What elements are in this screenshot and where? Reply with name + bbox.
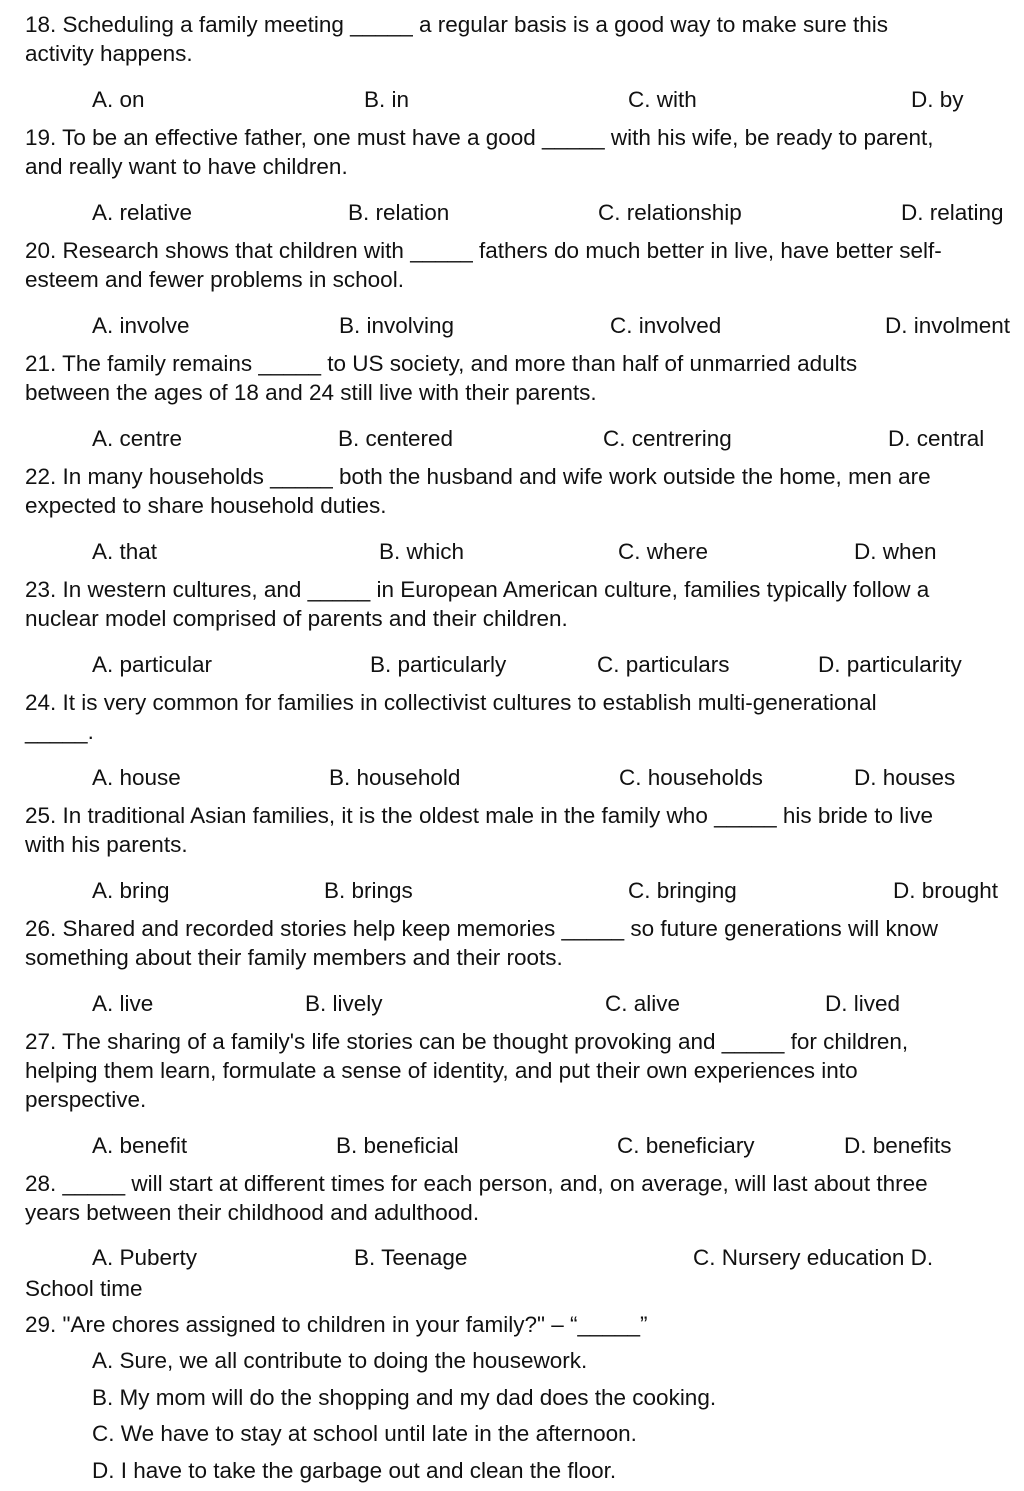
option-b[interactable]: B. beneficial <box>336 1133 459 1158</box>
option-a[interactable]: A. live <box>92 991 154 1016</box>
option-a[interactable]: A. Sure, we all contribute to doing the housework. <box>92 1348 588 1373</box>
option-d[interactable]: D. brought <box>893 878 999 903</box>
option-a[interactable]: A. centre <box>92 426 183 451</box>
option-c[interactable]: C. We have to stay at school until late in the afternoon. <box>92 1421 637 1446</box>
question-stem-line: activity happens. <box>25 41 193 66</box>
option-a[interactable]: A. relative <box>92 200 193 225</box>
question-stem-line: helping them learn, formulate a sense of identity, and put their own experiences into <box>25 1058 858 1083</box>
option-b[interactable]: B. My mom will do the shopping and my dad does the cooking. <box>92 1385 717 1410</box>
question-stem-line: 28. _____ will start at different times for each person, and, on average, will last about three <box>25 1171 928 1196</box>
option-b[interactable]: B. particularly <box>370 652 507 677</box>
question-stem-line: _____. <box>25 719 94 744</box>
option-d[interactable]: D. lived <box>825 991 901 1016</box>
question-stem-line: nuclear model comprised of parents and their children. <box>25 606 568 631</box>
option-d[interactable]: D. involment <box>885 313 1011 338</box>
option-d[interactable]: D. houses <box>854 765 956 790</box>
question-stem-line: 29. "Are chores assigned to children in your family?" – “_____” <box>25 1312 648 1337</box>
option-b[interactable]: B. which <box>379 539 465 564</box>
question-stem-line: something about their family members and their roots. <box>25 945 563 970</box>
option-c[interactable]: C. with <box>628 87 697 112</box>
option-d[interactable]: D. benefits <box>844 1133 952 1158</box>
option-c[interactable]: C. centrering <box>603 426 732 451</box>
option-d[interactable]: D. when <box>854 539 937 564</box>
question-stem-line: and really want to have children. <box>25 154 348 179</box>
option-b[interactable]: B. involving <box>339 313 455 338</box>
option-a[interactable]: A. that <box>92 539 158 564</box>
option-c[interactable]: C. beneficiary <box>617 1133 755 1158</box>
option-c[interactable]: C. Nursery education D. <box>693 1245 934 1270</box>
option-d[interactable]: D. particularity <box>818 652 962 677</box>
question-stem-line: 19. To be an effective father, one must have a good _____ with his wife, be ready to parent, <box>25 125 934 150</box>
question-stem-line: 18. Scheduling a family meeting _____ a regular basis is a good way to make sure this <box>25 12 888 37</box>
question-stem-line: 27. The sharing of a family's life stories can be thought provoking and _____ for children, <box>25 1029 909 1054</box>
option-a[interactable]: A. involve <box>92 313 190 338</box>
option-c[interactable]: C. where <box>618 539 709 564</box>
question-stem-line: 25. In traditional Asian families, it is the oldest male in the family who _____ his bride to live <box>25 803 933 828</box>
question-stem-line: with his parents. <box>25 832 188 857</box>
option-a[interactable]: A. Puberty <box>92 1245 198 1270</box>
option-d[interactable]: D. I have to take the garbage out and clean the floor. <box>92 1458 617 1483</box>
question-stem-line: 23. In western cultures, and _____ in European American culture, families typically follow a <box>25 577 930 602</box>
question-stem-line: perspective. <box>25 1087 147 1112</box>
option-c[interactable]: C. involved <box>610 313 722 338</box>
option-a[interactable]: A. house <box>92 765 181 790</box>
option-a[interactable]: A. particular <box>92 652 213 677</box>
option-a[interactable]: A. on <box>92 87 145 112</box>
question-stem-line: expected to share household duties. <box>25 493 387 518</box>
option-c[interactable]: C. relationship <box>598 200 742 225</box>
option-d[interactable]: D. central <box>888 426 985 451</box>
question-stem-line: years between their childhood and adulthood. <box>25 1200 480 1225</box>
option-c[interactable]: C. particulars <box>597 652 730 677</box>
option-d-wrapped-text[interactable]: School time <box>25 1276 143 1301</box>
question-stem-line: 21. The family remains _____ to US society, and more than half of unmarried adults <box>25 351 858 376</box>
option-b[interactable]: B. brings <box>324 878 413 903</box>
question-stem-line: 20. Research shows that children with _____ fathers do much better in live, have better self- <box>25 238 942 263</box>
option-b[interactable]: B. Teenage <box>354 1245 468 1270</box>
option-b[interactable]: B. lively <box>305 991 383 1016</box>
option-a[interactable]: A. bring <box>92 878 170 903</box>
option-c[interactable]: C. households <box>619 765 763 790</box>
question-stem-line: between the ages of 18 and 24 still live with their parents. <box>25 380 597 405</box>
option-b[interactable]: B. centered <box>338 426 454 451</box>
option-b[interactable]: B. in <box>364 87 410 112</box>
option-c[interactable]: C. alive <box>605 991 681 1016</box>
option-c[interactable]: C. bringing <box>628 878 737 903</box>
question-stem-line: esteem and fewer problems in school. <box>25 267 404 292</box>
option-d[interactable]: D. by <box>911 87 964 112</box>
option-a[interactable]: A. benefit <box>92 1133 188 1158</box>
question-stem-line: 22. In many households _____ both the husband and wife work outside the home, men are <box>25 464 931 489</box>
option-b[interactable]: B. household <box>329 765 461 790</box>
option-b[interactable]: B. relation <box>348 200 450 225</box>
question-stem-line: 26. Shared and recorded stories help keep memories _____ so future generations will know <box>25 916 939 941</box>
question-stem-line: 24. It is very common for families in collectivist cultures to establish multi-generational <box>25 690 877 715</box>
option-d[interactable]: D. relating <box>901 200 1004 225</box>
